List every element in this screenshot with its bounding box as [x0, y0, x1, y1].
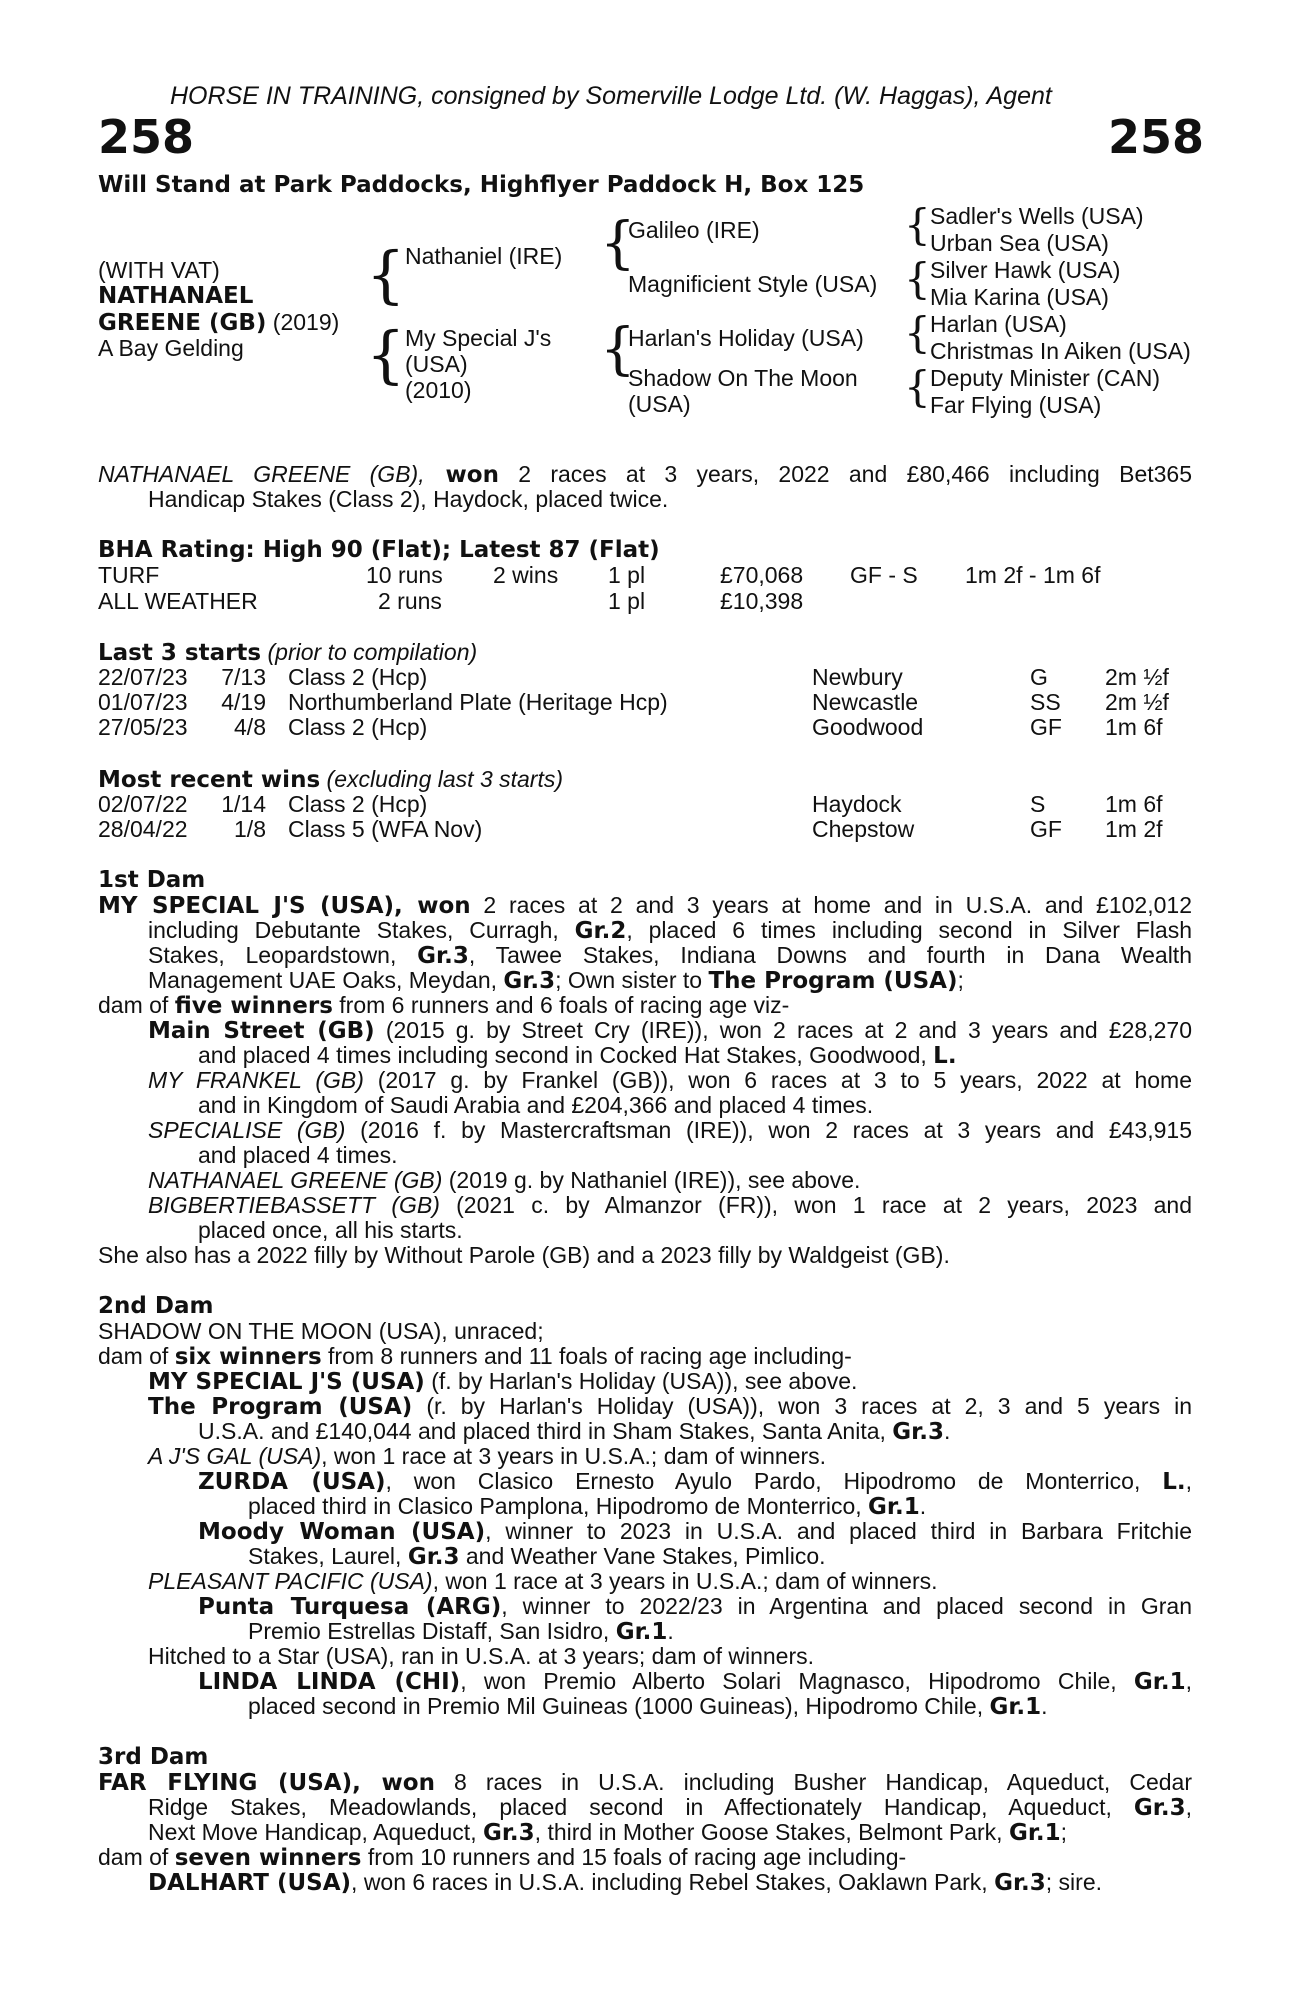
text: from 6 runners and 6 foals of racing age viz-	[332, 992, 790, 1018]
rating-prize: £10,398	[720, 588, 804, 614]
grade: Gr.1	[989, 1694, 1042, 1720]
horse-name: DALHART (USA)	[148, 1870, 352, 1896]
rating-title: BHA Rating: High 90 (Flat); Latest 87 (Flat)	[98, 537, 660, 563]
rating-dist: 1m 2f - 1m 6f	[965, 562, 1101, 588]
summary-line1	[98, 462, 1192, 488]
dam2-i-l2	[248, 1694, 1048, 1720]
horse-name: FAR FLYING (USA)	[98, 1770, 353, 1796]
grade: Gr.3	[1133, 1795, 1186, 1821]
dam1-heading: 1st Dam	[98, 867, 206, 893]
grade: Gr.3	[503, 968, 556, 994]
horse-name-line2-wrap	[98, 310, 339, 336]
text: (2015 g. by Street Cry (IRE)), won 2 races at 2 and 3 years and £28,270	[374, 1017, 1192, 1043]
dam1-name: MY SPECIAL J'S (USA)	[98, 893, 395, 919]
ped-dam-l1: My Special J's	[405, 325, 552, 351]
text: Management UAE Oaks, Meydan,	[148, 967, 504, 993]
grade: Gr.3	[417, 943, 469, 969]
race-pos: 4/8	[234, 714, 266, 740]
dam3-l1	[98, 1770, 1192, 1796]
dam2-e-l2	[248, 1544, 826, 1570]
won: , won	[352, 1770, 435, 1796]
race-race: Class 2 (Hcp)	[288, 664, 428, 690]
dam2-g-l2	[248, 1619, 674, 1645]
horse-name-line1: NATHANAEL	[98, 283, 254, 309]
ped-ssd: Urban Sea (USA)	[930, 230, 1109, 256]
text: dam of	[98, 1343, 175, 1369]
race-date: 28/04/22	[98, 816, 188, 842]
dam1-produce-5-l2: placed once, all his starts.	[198, 1217, 463, 1243]
text: 8 races in U.S.A. including Busher Handicap, Aqueduct, Cedar	[434, 1769, 1193, 1795]
grade: Gr.3	[407, 1544, 460, 1570]
race-dist: 1m 6f	[1105, 791, 1163, 817]
horse-name: Main Street (GB)	[148, 1018, 375, 1044]
horse-name: MY SPECIAL J'S (USA)	[148, 1369, 425, 1395]
dam1-l3	[148, 943, 1192, 969]
dam2-f	[148, 1569, 938, 1594]
text: , third in Mother Goose Stakes, Belmont Park,	[534, 1819, 1009, 1845]
horse-name: ZURDA (USA)	[198, 1469, 386, 1495]
rating-going: GF - S	[850, 562, 918, 588]
text: Ridge Stakes, Meadowlands, placed second in Affectionately Handicap, Aqueduct,	[148, 1794, 1134, 1820]
dam2-heading: 2nd Dam	[98, 1293, 214, 1319]
stand-location: Will Stand at Park Paddocks, Highflyer Paddock H, Box 125	[98, 172, 865, 198]
horse-name: A J'S GAL (USA)	[148, 1443, 322, 1469]
lot-number-left: 258	[98, 110, 195, 164]
race-race: Class 5 (WFA Nov)	[288, 816, 483, 842]
horse-name: LINDA LINDA (CHI)	[198, 1669, 461, 1695]
dam3-l3	[148, 1820, 1067, 1846]
race-date: 22/07/23	[98, 664, 188, 690]
dam1-l4	[148, 968, 964, 994]
race-race: Class 2 (Hcp)	[288, 714, 428, 740]
rating-runs: 2 runs	[378, 588, 442, 614]
text: and Weather Vane Stakes, Pimlico.	[459, 1543, 826, 1569]
dam3-heading: 3rd Dam	[98, 1744, 209, 1770]
ped-sds: Silver Hawk (USA)	[930, 257, 1121, 283]
race-date: 01/07/23	[98, 689, 188, 715]
dam1-produce-3	[148, 1118, 1192, 1143]
horse-year: (2019)	[266, 309, 340, 335]
ped-dsd: Christmas In Aiken (USA)	[930, 338, 1191, 364]
ped-sss: Sadler's Wells (USA)	[930, 203, 1144, 229]
race-course: Goodwood	[812, 714, 924, 740]
horse-name: PLEASANT PACIFIC (USA)	[148, 1568, 433, 1594]
race-race: Class 2 (Hcp)	[288, 791, 428, 817]
grade: Gr.1	[868, 1494, 920, 1520]
dam2-b-l2	[198, 1419, 950, 1445]
dam1-produce-2	[148, 1068, 1192, 1093]
horse-name: NATHANAEL GREENE (GB)	[148, 1167, 443, 1193]
rating-pl: 1 pl	[608, 562, 646, 588]
rating-pl: 1 pl	[608, 588, 646, 614]
dam2-c	[148, 1444, 826, 1469]
text: from 10 runners and 15 foals of racing age including-	[361, 1844, 907, 1870]
text: .	[667, 1618, 674, 1644]
grade: Gr.3	[482, 1820, 535, 1846]
horse-description: A Bay Gelding	[98, 335, 244, 361]
ped-sire: Nathaniel (IRE)	[405, 243, 563, 269]
dam1-rest: 2 races at 2 and 3 years at home and in U.S.A. and £102,012	[470, 892, 1192, 918]
dam1-produce-2-l2: and in Kingdom of Saudi Arabia and £204,366 and placed 4 times.	[198, 1092, 874, 1118]
grade: L.	[933, 1043, 957, 1069]
race-pos: 1/8	[234, 816, 266, 842]
dam3-l5	[148, 1870, 1102, 1896]
text: , placed 6 times including second in Silver Flash	[626, 917, 1192, 943]
grade: Gr.1	[615, 1619, 668, 1645]
pedigree-brace-ss: {	[600, 211, 636, 276]
dam1-won: , won	[394, 893, 471, 919]
grade: Gr.2	[574, 918, 627, 944]
dam1-produce-1-l2	[198, 1043, 957, 1069]
text: ;	[957, 967, 964, 993]
dam1-produce-1	[148, 1018, 1192, 1044]
text: placed third in Clasico Pamplona, Hipodromo de Monterrico,	[248, 1493, 869, 1519]
dam2-b	[148, 1394, 1192, 1420]
pedigree-brace-2: {	[904, 254, 931, 303]
dam1-l2	[148, 918, 1192, 944]
dam3-l4	[98, 1845, 906, 1871]
last3-note: (prior to compilation)	[261, 639, 478, 665]
race-pos: 7/13	[221, 664, 266, 690]
pedigree-brace-dam: {	[366, 318, 406, 391]
text: , won 6 races in U.S.A. including Rebel Stakes, Oaklawn Park,	[351, 1869, 995, 1895]
dam2-e	[198, 1519, 1192, 1545]
grade: Gr.3	[994, 1870, 1046, 1896]
horse-name-line2: GREENE (GB)	[98, 310, 267, 336]
text: , won 1 race at 3 years in U.S.A.; dam of winners.	[432, 1568, 938, 1594]
vat-label: (WITH VAT)	[98, 257, 220, 283]
horse-name: Punta Turquesa (ARG)	[198, 1594, 502, 1620]
dam1-produce-4	[148, 1168, 860, 1193]
lot-number-right: 258	[1107, 110, 1204, 164]
text: dam of	[98, 992, 175, 1018]
text: (2016 f. by Mastercraftsman (IRE)), won 2 races at 3 years and £43,915	[345, 1117, 1192, 1143]
ped-dam-dam-l2: (USA)	[628, 391, 691, 417]
pedigree-brace-1: {	[904, 200, 931, 249]
ped-dam-l2: (USA)	[405, 351, 468, 377]
winners-count: seven winners	[174, 1845, 362, 1871]
text: (f. by Harlan's Holiday (USA)), see above.	[424, 1368, 858, 1394]
race-course: Haydock	[812, 791, 902, 817]
dam2-d-l2	[248, 1494, 926, 1520]
text: .	[919, 1493, 927, 1519]
ped-dam-l3: (2010)	[405, 377, 472, 403]
text: .	[1041, 1693, 1048, 1719]
rating-wins: 2 wins	[493, 562, 559, 588]
text: .	[943, 1418, 951, 1444]
dam2-i	[198, 1669, 1192, 1695]
horse-name: BIGBERTIEBASSETT (GB)	[148, 1192, 440, 1218]
ped-sire-dam: Magnificient Style (USA)	[628, 271, 878, 297]
race-course: Newbury	[812, 664, 903, 690]
dam2-l1: SHADOW ON THE MOON (USA), unraced;	[98, 1318, 544, 1344]
text: Stakes, Leopardstown,	[148, 942, 418, 968]
text: , won Clasico Ernesto Ayulo Pardo, Hipodromo de Monterrico,	[385, 1468, 1163, 1494]
ped-dss: Harlan (USA)	[930, 311, 1067, 337]
text: from 8 runners and 11 foals of racing age including-	[321, 1343, 852, 1369]
rating-surface: TURF	[98, 562, 160, 588]
last3-title	[98, 640, 477, 666]
grade: Gr.1	[1133, 1669, 1186, 1695]
race-dist: 1m 6f	[1105, 714, 1163, 740]
recent-title-text: Most recent wins	[98, 767, 321, 793]
pedigree-brace-ds: {	[600, 317, 636, 382]
text: ,	[1185, 1668, 1192, 1694]
race-pos: 1/14	[221, 791, 266, 817]
text: ; Own sister to	[555, 967, 709, 993]
text: ;	[1060, 1819, 1068, 1845]
text: ,	[1185, 1468, 1192, 1494]
summary-won: won	[424, 462, 499, 488]
horse-name: MY FRANKEL (GB)	[148, 1067, 364, 1093]
dam3-l2	[148, 1795, 1192, 1821]
race-going: SS	[1030, 689, 1061, 715]
ped-dam-dam-l1: Shadow On The Moon	[628, 365, 858, 391]
grade: Gr.3	[892, 1419, 944, 1445]
text: (2021 c. by Almanzor (FR)), won 1 race at 2 years, 2023 and	[439, 1192, 1192, 1218]
text: Next Move Handicap, Aqueduct,	[148, 1819, 483, 1845]
dam2-l2	[98, 1344, 852, 1370]
text: , Tawee Stakes, Indiana Downs and fourth in Dana Wealth	[468, 942, 1192, 968]
ped-dam-sire: Harlan's Holiday (USA)	[628, 325, 864, 351]
text: , winner to 2023 in U.S.A. and placed third in Barbara Fritchie	[485, 1518, 1192, 1544]
race-dist: 2m ½f	[1105, 664, 1169, 690]
last3-title-text: Last 3 starts	[98, 640, 262, 666]
dam2-h: Hitched to a Star (USA), ran in U.S.A. at 3 years; dam of winners.	[148, 1643, 814, 1669]
race-going: G	[1030, 664, 1048, 690]
winners-count: six winners	[174, 1344, 322, 1370]
text: (r. by Harlan's Holiday (USA)), won 3 races at 2, 3 and 5 years in	[412, 1393, 1192, 1419]
text: Premio Estrellas Distaff, San Isidro,	[248, 1618, 616, 1644]
text: , winner to 2022/23 in Argentina and placed second in Gran	[501, 1593, 1192, 1619]
text: , won 1 race at 3 years in U.S.A.; dam of winners.	[321, 1443, 827, 1469]
text: Stakes, Laurel,	[248, 1543, 408, 1569]
summary-rest: 2 races at 3 years, 2022 and £80,466 including Bet365	[498, 461, 1193, 487]
recent-title	[98, 767, 563, 793]
horse-name: The Program (USA)	[708, 968, 958, 994]
race-date: 27/05/23	[98, 714, 188, 740]
text: , won Premio Alberto Solari Magnasco, Hipodromo Chile,	[460, 1668, 1134, 1694]
dam2-g	[198, 1594, 1192, 1620]
horse-name: Moody Woman (USA)	[198, 1519, 486, 1545]
ped-sdd: Mia Karina (USA)	[930, 284, 1109, 310]
text: U.S.A. and £140,044 and placed third in Sham Stakes, Santa Anita,	[198, 1418, 893, 1444]
rating-surface: ALL WEATHER	[98, 588, 258, 614]
dam1-l5	[98, 993, 789, 1019]
race-going: S	[1030, 791, 1046, 817]
summary-line2: Handicap Stakes (Class 2), Haydock, placed twice.	[148, 486, 669, 512]
race-going: GF	[1030, 714, 1062, 740]
race-dist: 1m 2f	[1105, 816, 1163, 842]
dam1-produce-5	[148, 1193, 1192, 1218]
ped-sire-sire: Galileo (IRE)	[628, 217, 760, 243]
ped-dds: Deputy Minister (CAN)	[930, 365, 1161, 391]
horse-name: SPECIALISE (GB)	[148, 1117, 346, 1143]
race-race: Northumberland Plate (Heritage Hcp)	[288, 689, 668, 715]
pedigree-brace-4: {	[904, 362, 931, 411]
summary-horse-name: NATHANAEL GREENE (GB),	[98, 461, 425, 487]
dam1-also: She also has a 2022 filly by Without Parole (GB) and a 2023 filly by Waldgeist (GB).	[98, 1242, 950, 1268]
text: placed second in Premio Mil Guineas (1000 Guineas), Hipodromo Chile,	[248, 1693, 990, 1719]
text: (2017 g. by Frankel (GB)), won 6 races at 3 to 5 years, 2022 at home	[363, 1067, 1192, 1093]
text: dam of	[98, 1844, 175, 1870]
recent-note: (excluding last 3 starts)	[320, 766, 564, 792]
consignor-line: HORSE IN TRAINING, consigned by Somerville Lodge Ltd. (W. Haggas), Agent	[170, 82, 1052, 110]
race-course: Chepstow	[812, 816, 915, 842]
race-course: Newcastle	[812, 689, 919, 715]
horse-name: The Program (USA)	[148, 1394, 413, 1420]
race-dist: 2m ½f	[1105, 689, 1169, 715]
rating-prize: £70,068	[720, 562, 804, 588]
grade: L.	[1162, 1469, 1186, 1495]
race-pos: 4/19	[221, 689, 266, 715]
pedigree-brace-3: {	[904, 308, 931, 357]
pedigree-brace-sire: {	[366, 238, 406, 311]
race-date: 02/07/22	[98, 791, 188, 817]
grade: Gr.1	[1008, 1820, 1061, 1846]
winners-count: five winners	[174, 993, 333, 1019]
text: ,	[1185, 1794, 1192, 1820]
dam1-produce-3-l2: and placed 4 times.	[198, 1142, 398, 1168]
dam1-l1	[98, 893, 1192, 919]
race-going: GF	[1030, 816, 1062, 842]
text: including Debutante Stakes, Curragh,	[148, 917, 575, 943]
dam2-a	[148, 1369, 857, 1395]
text: (2019 g. by Nathaniel (IRE)), see above.	[442, 1167, 861, 1193]
dam2-d	[198, 1469, 1192, 1495]
text: ; sire.	[1045, 1869, 1102, 1895]
ped-ddd: Far Flying (USA)	[930, 392, 1102, 418]
rating-runs: 10 runs	[366, 562, 443, 588]
text: and placed 4 times including second in Cocked Hat Stakes, Goodwood,	[198, 1042, 934, 1068]
